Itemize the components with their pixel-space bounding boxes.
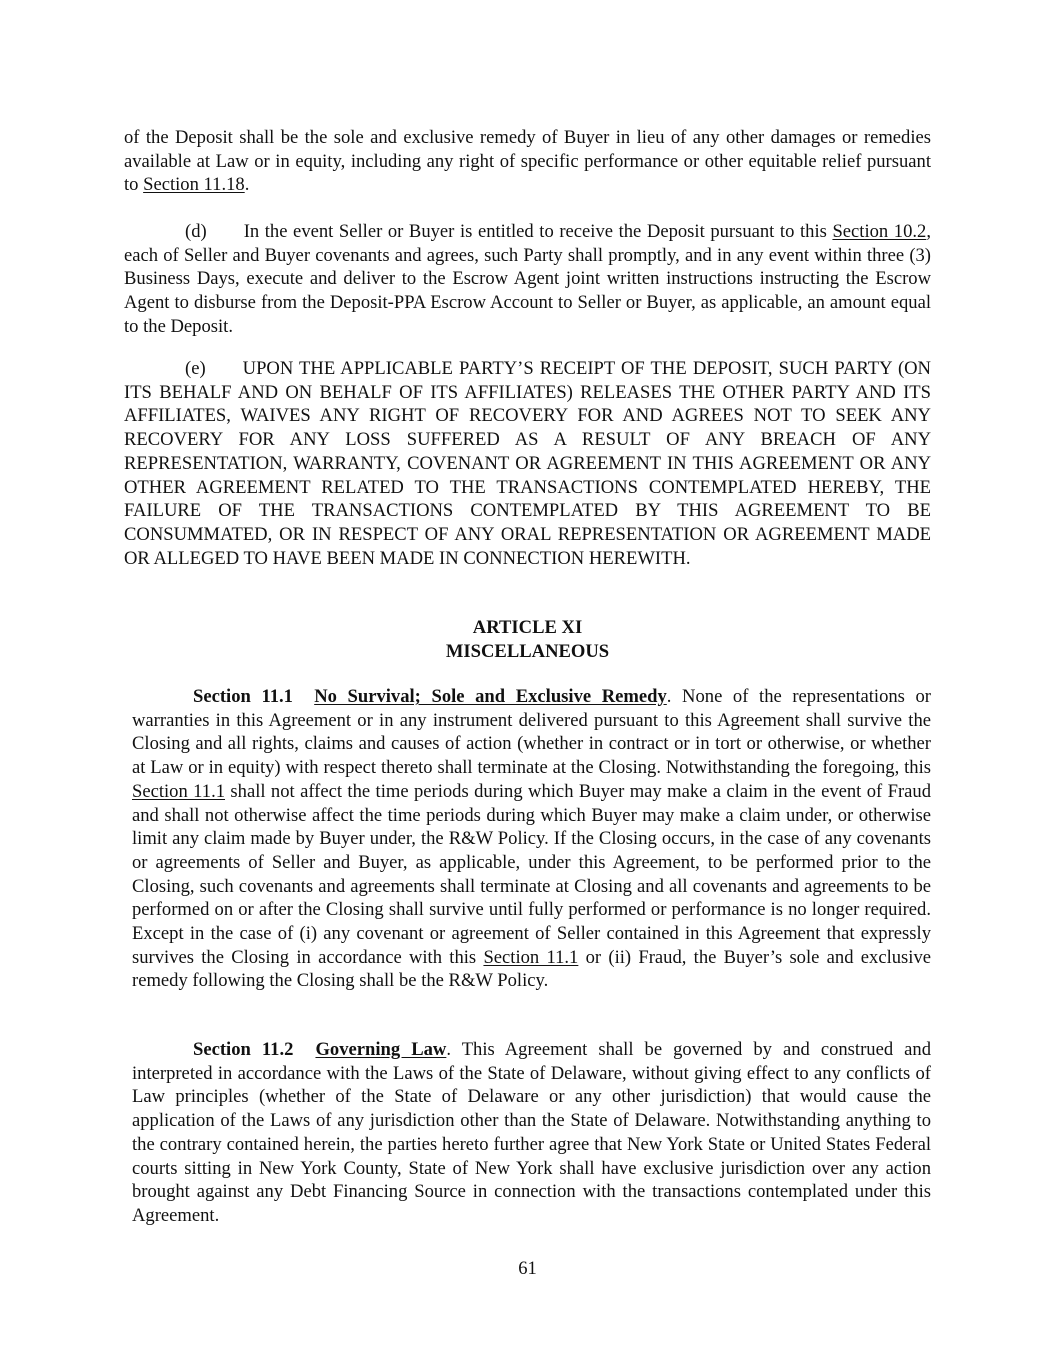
paragraph-d — [124, 220, 931, 339]
section-text: . None of the representations or warranties in this Agreement or in any instrument delivered pursuant to this Agreement shall survive the Closing and all rights, claims and causes of action (whether in contract or in tort or otherwise, or whether at Law or in equity) with respect thereto shall terminate at the Closing. Notwithstanding the foregoing, this — [132, 686, 931, 779]
article-title: MISCELLANEOUS — [445, 641, 610, 662]
paragraph-text: , each of Seller and Buyer covenants and agrees, such Party shall promptly, and in any event within three (3) Business Days, execute and deliver to the Escrow Agent joint written instructions instructing the Escrow Agent to disburse from the Deposit-PPA Escrow Account to Seller or Buyer, as applicable, an amount equal to the Deposit. — [124, 221, 931, 337]
paragraph-text: . — [244, 174, 250, 196]
section-title: No Survival; Sole and Exclusive Remedy — [314, 686, 667, 707]
paragraph-text: of the Deposit shall be the sole and exclusive remedy of Buyer in lieu of any other damages or remedies available at Law or in equity, including any right of specific performance or other equitable relief pursuant to — [124, 127, 931, 196]
paragraph-text: In the event Seller or Buyer is entitled to receive the Deposit pursuant to this — [243, 221, 833, 242]
section-text: . This Agreement shall be governed by and construed and interpreted in accordance with the Laws of the State of Delaware, without giving effect to any conflicts of Law principles (whether of the State of Delaware or any other jurisdiction) that would cause the application of the Laws of any jurisdiction other than the State of Delaware. Notwithstanding anything to the contrary contained herein, the parties hereto further agree that New York State or United States Federal courts sitting in New York County, State of New York shall have exclusive jurisdiction over any action brought against any Debt Financing Source in connection with the transactions contemplated under this Agreement. — [132, 1039, 932, 1226]
section-title: Governing Law — [315, 1039, 447, 1060]
section-reference-11-18: Section 11.18 — [143, 174, 245, 196]
page-number: 61 — [518, 1258, 537, 1279]
paragraph-label: (e) — [185, 358, 206, 379]
section-reference-11-1: Section 11.1 — [483, 946, 579, 968]
section-11-1 — [132, 685, 931, 993]
paragraph-deposit-remedy — [124, 126, 931, 197]
paragraph-label: (d) — [185, 221, 207, 242]
section-number: Section 11.1 — [193, 686, 293, 707]
paragraph-text: UPON THE APPLICABLE PARTY’S RECEIPT OF THE DEPOSIT, SUCH PARTY (ON ITS BEHALF AND ON BEHALF OF ITS AFFILIATES) RELEASES THE OTHER PARTY AND ITS AFFILIATES, WAIVES ANY RIGHT OF RECOVERY FOR AND AGREES NOT TO SEEK ANY RECOVERY FOR ANY LOSS SUFFERED AS A RESULT OF ANY BREACH OF ANY REPRESENTATION, WARRANTY, COVENANT OR AGREEMENT IN THIS AGREEMENT OR ANY OTHER AGREEMENT RELATED TO THE TRANSACTIONS CONTEMPLATED HEREBY, THE FAILURE OF THE TRANSACTIONS CONTEMPLATED BY THIS AGREEMENT TO BE CONSUMMATED, OR IN RESPECT OF ANY ORAL REPRESENTATION OR AGREEMENT MADE OR ALLEGED TO HAVE BEEN MADE IN CONNECTION HEREWITH. — [124, 358, 931, 569]
section-reference-11-1: Section 11.1 — [132, 780, 226, 802]
section-number: Section 11.2 — [193, 1039, 294, 1060]
section-reference-10-2: Section 10.2 — [832, 221, 927, 242]
section-text: shall not affect the time periods during which Buyer may make a claim in the event of Fraud and shall not otherwise affect the time periods during which Buyer may make a claim under, or otherwise limit any claim made by Buyer under, the R&W Policy. If the Closing occurs, in the case of any covenants or agreements of Seller and Buyer, as applicable, under this Agreement, to be performed prior to the Closing, such covenants and agreements shall terminate at Closing and all covenants and agreements to be performed on or after the Closing shall survive until fully performed or performance is no longer required. Except in the case of (i) any covenant or agreement of Seller contained in this Agreement that expressly survives the Closing in accordance with this — [132, 780, 931, 968]
article-number: ARTICLE XI — [472, 617, 583, 638]
section-11-2 — [132, 1038, 931, 1228]
paragraph-e — [124, 357, 931, 570]
section-text: or (ii) Fraud, the Buyer’s sole and exclusive remedy following the Closing shall be the R&W Policy. — [132, 946, 932, 992]
